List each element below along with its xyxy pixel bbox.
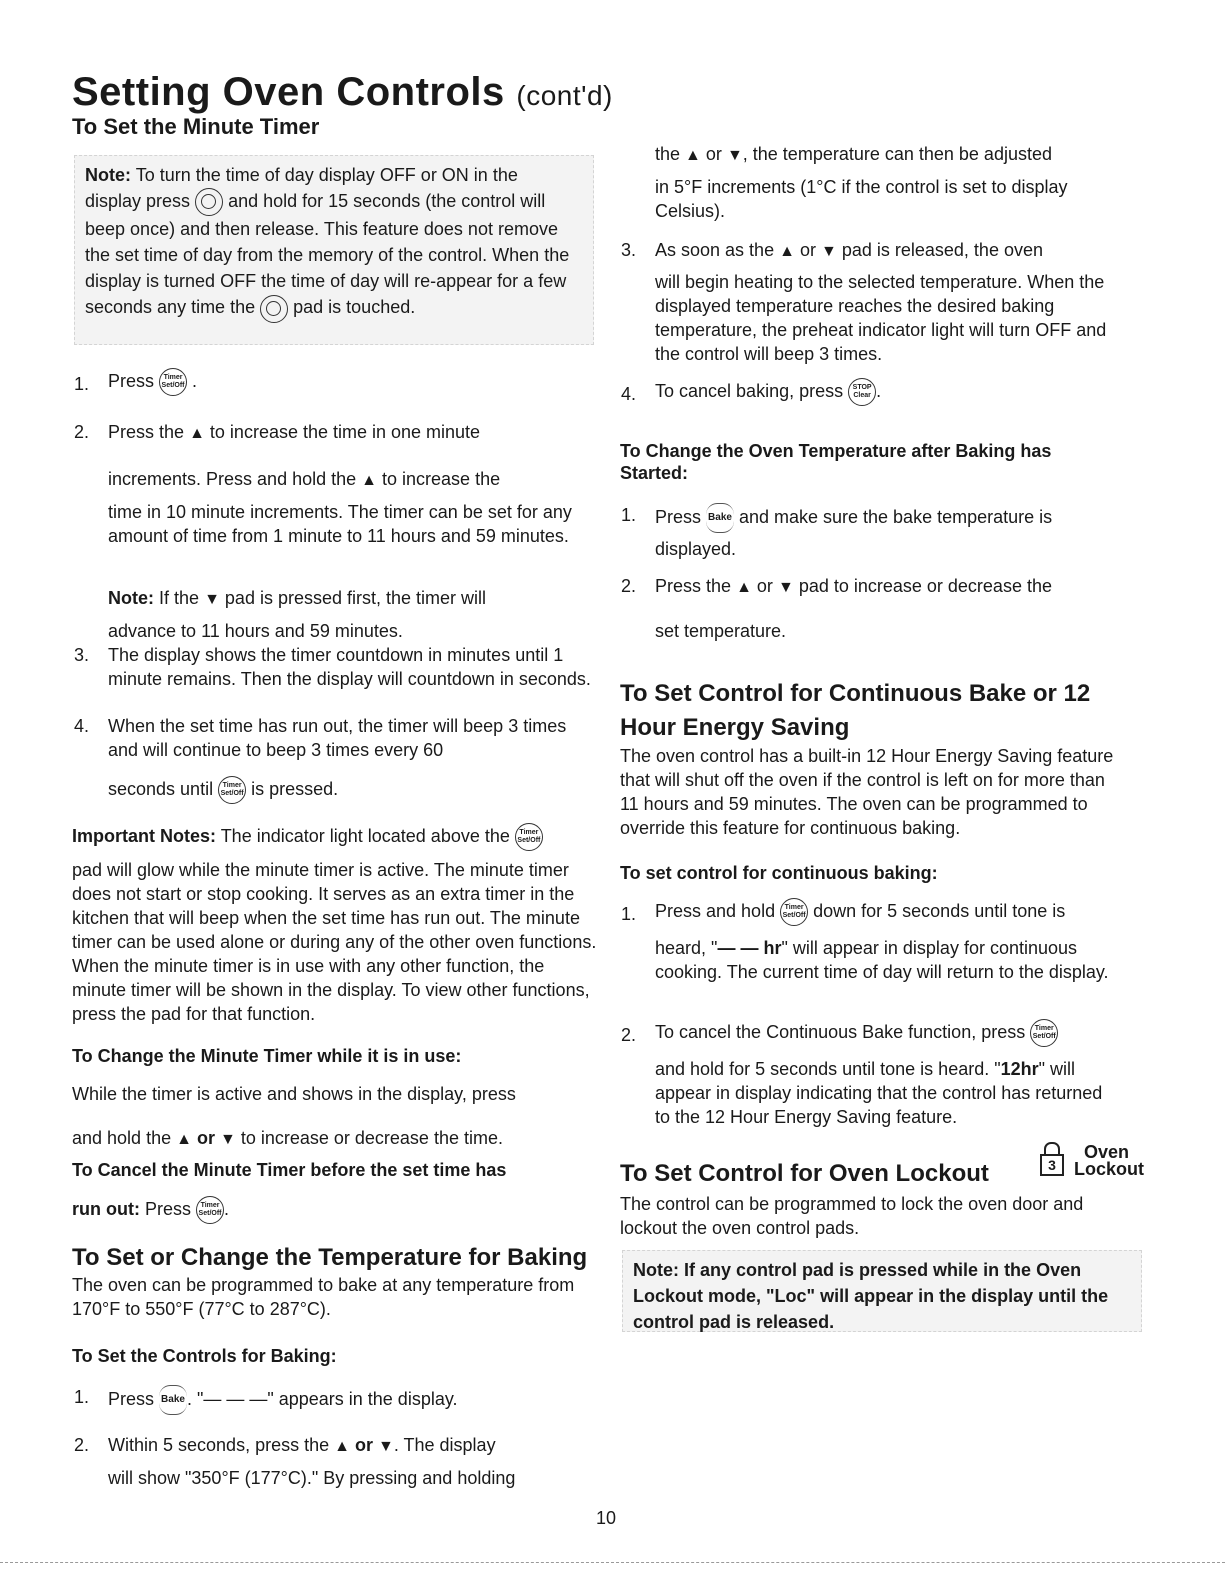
- timer-pad-icon: Timer Set/Off: [218, 776, 246, 804]
- change-temp-step-2-cont: set temperature.: [655, 621, 787, 641]
- page-number: 10: [596, 1508, 617, 1528]
- important-notes-body: pad will glow while the minute timer is active. The minute timer does not start or stop cooking. It serves as an extra timer in the kitchen that will beep when the set time has run out. The minute timer can be used alone or during any of the other oven functions. When the minute timer is in use with any other function, the minute timer will be shown in the display. To view other functions, press the pad for that function.: [72, 860, 597, 1024]
- up-arrow-icon: ▲: [779, 243, 795, 260]
- step-number: 3.: [74, 645, 90, 665]
- cancel-timer-heading: To Cancel the Minute Timer before the set time has: [72, 1160, 507, 1180]
- bake-pad-icon: Bake: [706, 503, 734, 533]
- baking-step-3: As soon as the ▲ or ▼ pad is released, the oven: [655, 240, 1043, 260]
- change-temp-step-2: Press the ▲ or ▼ pad to increase or decrease the: [655, 576, 1052, 596]
- bake-pad-icon: Bake: [159, 1385, 187, 1415]
- step-4-text-cont: seconds until Timer Set/Off is pressed.: [108, 776, 338, 804]
- lockout-intro: The control can be programmed to lock the oven door and lockout the oven control pads.: [620, 1194, 1084, 1238]
- bottom-divider: [0, 1562, 1225, 1563]
- step-2-note: Note: If the ▼ pad is pressed first, the timer will: [108, 588, 487, 608]
- set-controls-heading: To Set the Controls for Baking:: [72, 1346, 337, 1366]
- step-number: 2.: [74, 1435, 90, 1455]
- down-arrow-icon: ▼: [820, 243, 837, 260]
- step-number: 1.: [621, 505, 637, 525]
- step-2-note-cont: advance to 11 hours and 59 minutes.: [108, 621, 403, 641]
- stop-clear-pad-icon: STOP Clear: [848, 378, 876, 406]
- timer-pad-icon: Timer Set/Off: [515, 823, 543, 851]
- continuous-step-1-cont: heard, "— — hr" will appear in display for continuous: [655, 938, 1078, 958]
- step-1-press-timer: Press Timer Set/Off .: [108, 368, 197, 396]
- up-arrow-icon: ▲: [189, 425, 205, 442]
- up-arrow-icon: ▲: [334, 1438, 350, 1455]
- continuous-step-1-cont2: cooking. The current time of day will return to the display.: [655, 962, 1109, 982]
- baking-step-3-cont: will begin heating to the selected temperature. When the displayed temperature reaches the desired baking temperature, the preheat indicator light will turn OFF and the control will beep 3 times.: [655, 272, 1107, 364]
- lockout-label-lockout: Lockout: [1074, 1159, 1144, 1179]
- step-3-text: The display shows the timer countdown in minutes until 1 minute remains. Then the display will countdown in seconds.: [108, 645, 591, 689]
- baking-step-1: Press Bake . "— — —" appears in the display.: [108, 1385, 458, 1415]
- timer-pad-icon: Timer Set/Off: [780, 898, 808, 926]
- down-arrow-icon: ▼: [219, 1131, 236, 1148]
- lock-body: 3: [1040, 1154, 1064, 1176]
- step-2-text-cont: increments. Press and hold the ▲ to increase the: [108, 469, 501, 489]
- step-2-text: Press the ▲ to increase the time in one minute: [108, 422, 481, 442]
- down-arrow-icon: ▼: [204, 591, 220, 608]
- step-number: 3.: [621, 240, 637, 260]
- clock-icon: [195, 188, 223, 216]
- continuous-baking-subheading: To set control for continuous baking:: [620, 863, 938, 883]
- continuous-bake-heading: To Set Control for Continuous Bake or 12 Hour Energy Saving: [620, 680, 1091, 741]
- baking-heading: To Set or Change the Temperature for Baking: [72, 1244, 588, 1271]
- change-timer-heading: To Change the Minute Timer while it is in use:: [72, 1046, 462, 1066]
- step-number: 1.: [74, 1387, 90, 1407]
- cancel-timer-text: run out: Press Timer Set/Off .: [72, 1196, 229, 1224]
- down-arrow-icon: ▼: [378, 1438, 394, 1455]
- step-number: 1.: [74, 374, 90, 394]
- clock-icon: [260, 295, 288, 323]
- baking-step-4: To cancel baking, press STOP Clear .: [655, 378, 881, 406]
- up-arrow-icon: ▲: [361, 472, 377, 489]
- up-arrow-icon: ▲: [685, 147, 701, 164]
- lockout-note-box: Note: If any control pad is pressed while in the Oven Lockout mode, "Loc" will appear in the display until the control pad is released.: [622, 1250, 1142, 1332]
- lock-shackle: [1044, 1142, 1060, 1154]
- continuous-step-1: Press and hold Timer Set/Off down for 5 seconds until tone is: [655, 898, 1065, 926]
- down-arrow-icon: ▼: [777, 579, 794, 596]
- baking-step-2-right: the ▲ or ▼, the temperature can then be adjusted: [655, 144, 1052, 164]
- step-number: 2.: [621, 576, 637, 596]
- change-temp-heading: To Change the Oven Temperature after Baking has Started:: [620, 441, 1052, 483]
- baking-intro: The oven can be programmed to bake at any temperature from 170°F to 550°F (77°C to 287°C).: [72, 1275, 575, 1319]
- title-suffix: (cont'd): [516, 80, 613, 111]
- timer-pad-icon: Timer Set/Off: [1030, 1019, 1058, 1047]
- continuous-step-2-cont2: appear in display indicating that the control has returned to the 12 Hour Energy Saving feature.: [655, 1083, 1103, 1127]
- change-temp-step-1-cont: displayed.: [655, 539, 737, 559]
- change-timer-text-cont: and hold the ▲ or ▼ to increase or decrease the time.: [72, 1128, 503, 1148]
- continuous-bake-intro: The oven control has a built-in 12 Hour Energy Saving feature that will shut off the oven if the control is left on for more than 11 hours and 59 minutes. The oven can be programmed to override this feature for continuous baking.: [620, 746, 1114, 838]
- step-number: 2.: [621, 1025, 637, 1045]
- lockout-label-oven: Oven: [1084, 1142, 1130, 1162]
- step-number: 1.: [621, 904, 637, 924]
- baking-step-2-right-cont: in 5°F increments (1°C if the control is set to display Celsius).: [655, 177, 1068, 221]
- change-temp-step-1: Press Bake and make sure the bake temperature is: [655, 503, 1052, 533]
- continuous-step-2: To cancel the Continuous Bake function, press Timer Set/Off: [655, 1019, 1058, 1047]
- baking-step-2: Within 5 seconds, press the ▲ or ▼. The display: [108, 1435, 496, 1455]
- baking-step-2-cont: will show "350°F (177°C)." By pressing and holding: [108, 1468, 516, 1488]
- timer-pad-icon: Timer Set/Off: [159, 368, 187, 396]
- continuous-step-2-cont: and hold for 5 seconds until tone is heard. "12hr" will: [655, 1059, 1076, 1079]
- step-4-text: When the set time has run out, the timer will beep 3 times and will continue to beep 3 times every 60: [108, 716, 567, 760]
- change-timer-text: While the timer is active and shows in the display, press: [72, 1084, 516, 1104]
- step-number: 4.: [74, 716, 90, 736]
- page-title: Setting Oven Controls (cont'd): [72, 70, 613, 114]
- step-2-description: time in 10 minute increments. The timer can be set for any amount of time from 1 minute to 11 hours and 59 minutes.: [108, 502, 572, 546]
- up-arrow-icon: ▲: [736, 579, 752, 596]
- down-arrow-icon: ▼: [726, 147, 743, 164]
- up-arrow-icon: ▲: [176, 1131, 192, 1148]
- oven-lockout-icon: [1030, 1140, 1144, 1180]
- timer-pad-icon: Timer Set/Off: [196, 1196, 224, 1224]
- section-subtitle: To Set the Minute Timer: [72, 114, 320, 139]
- important-notes-heading: Important Notes: The indicator light located above the Timer Set/Off: [72, 823, 597, 851]
- note-box-time-of-day: Note: To turn the time of day display OFF or ON in the display press and hold for 15 seconds (the control will beep once) and then release. This feature does not remove the set time of day from the memory of the control. When the display is turned OFF the time of day will re-appear for a few seconds any time the pad is touched.: [74, 155, 594, 345]
- step-number: 2.: [74, 422, 90, 442]
- lockout-heading: To Set Control for Oven Lockout: [620, 1160, 989, 1187]
- step-number: 4.: [621, 384, 637, 404]
